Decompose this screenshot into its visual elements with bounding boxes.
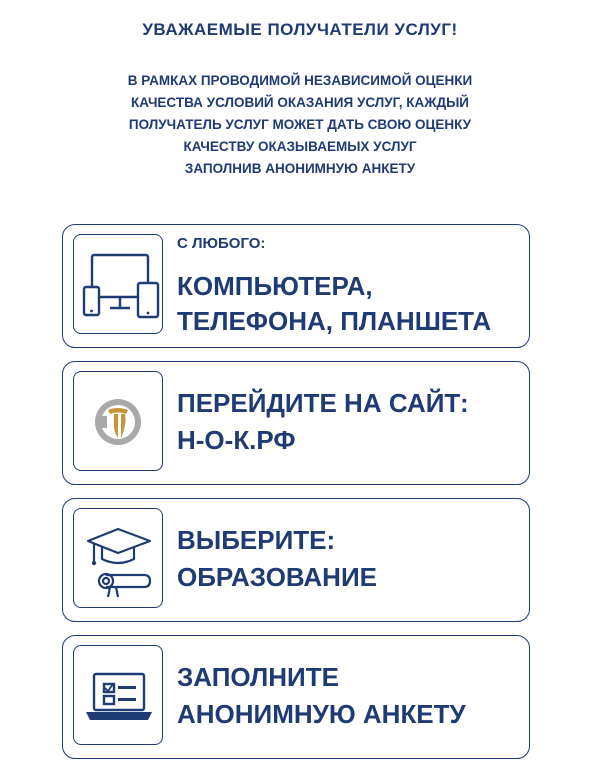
step-card-education	[62, 498, 530, 622]
page-title: УВАЖАЕМЫЕ ПОЛУЧАТЕЛИ УСЛУГ!	[142, 20, 458, 39]
card-line: ЗАПОЛНИТЕ	[177, 662, 339, 692]
card-line: КОМПЬЮТЕРА,	[177, 271, 373, 301]
step-card-form	[62, 635, 530, 759]
intro-line: В РАМКАХ ПРОВОДИМОЙ НЕЗАВИСИМОЙ ОЦЕНКИ	[127, 73, 473, 88]
nok-logo-icon	[73, 371, 163, 471]
card-line: ТЕЛЕФОНА, ПЛАНШЕТА	[177, 306, 492, 336]
step-card-website	[62, 361, 530, 485]
intro-line: КАЧЕСТВУ ОКАЗЫВАЕМЫХ УСЛУГ	[183, 139, 417, 154]
website-link[interactable]: Н-О-К.РФ	[177, 425, 296, 455]
intro-line: КАЧЕСТВА УСЛОВИЙ ОКАЗАНИЯ УСЛУГ, КАЖДЫЙ	[130, 95, 470, 110]
intro-line: ЗАПОЛНИВ АНОНИМНУЮ АНКЕТУ	[184, 161, 416, 176]
card-line: ПЕРЕЙДИТЕ НА САЙТ:	[177, 388, 469, 418]
card-line: ВЫБЕРИТЕ:	[177, 525, 336, 555]
devices-icon	[73, 234, 163, 334]
laptop-form-icon	[73, 645, 163, 745]
intro-line: ПОЛУЧАТЕЛЬ УСЛУГ МОЖЕТ ДАТЬ СВОЮ ОЦЕНКУ	[128, 117, 472, 132]
intro-text	[60, 70, 540, 180]
step-card-devices	[62, 224, 530, 348]
graduation-cap-diploma-icon	[73, 508, 163, 608]
card-line: ОБРАЗОВАНИЕ	[177, 562, 377, 592]
card-line: АНОНИМНУЮ АНКЕТУ	[177, 699, 466, 729]
card-small-label: С ЛЮБОГО:	[177, 235, 266, 252]
